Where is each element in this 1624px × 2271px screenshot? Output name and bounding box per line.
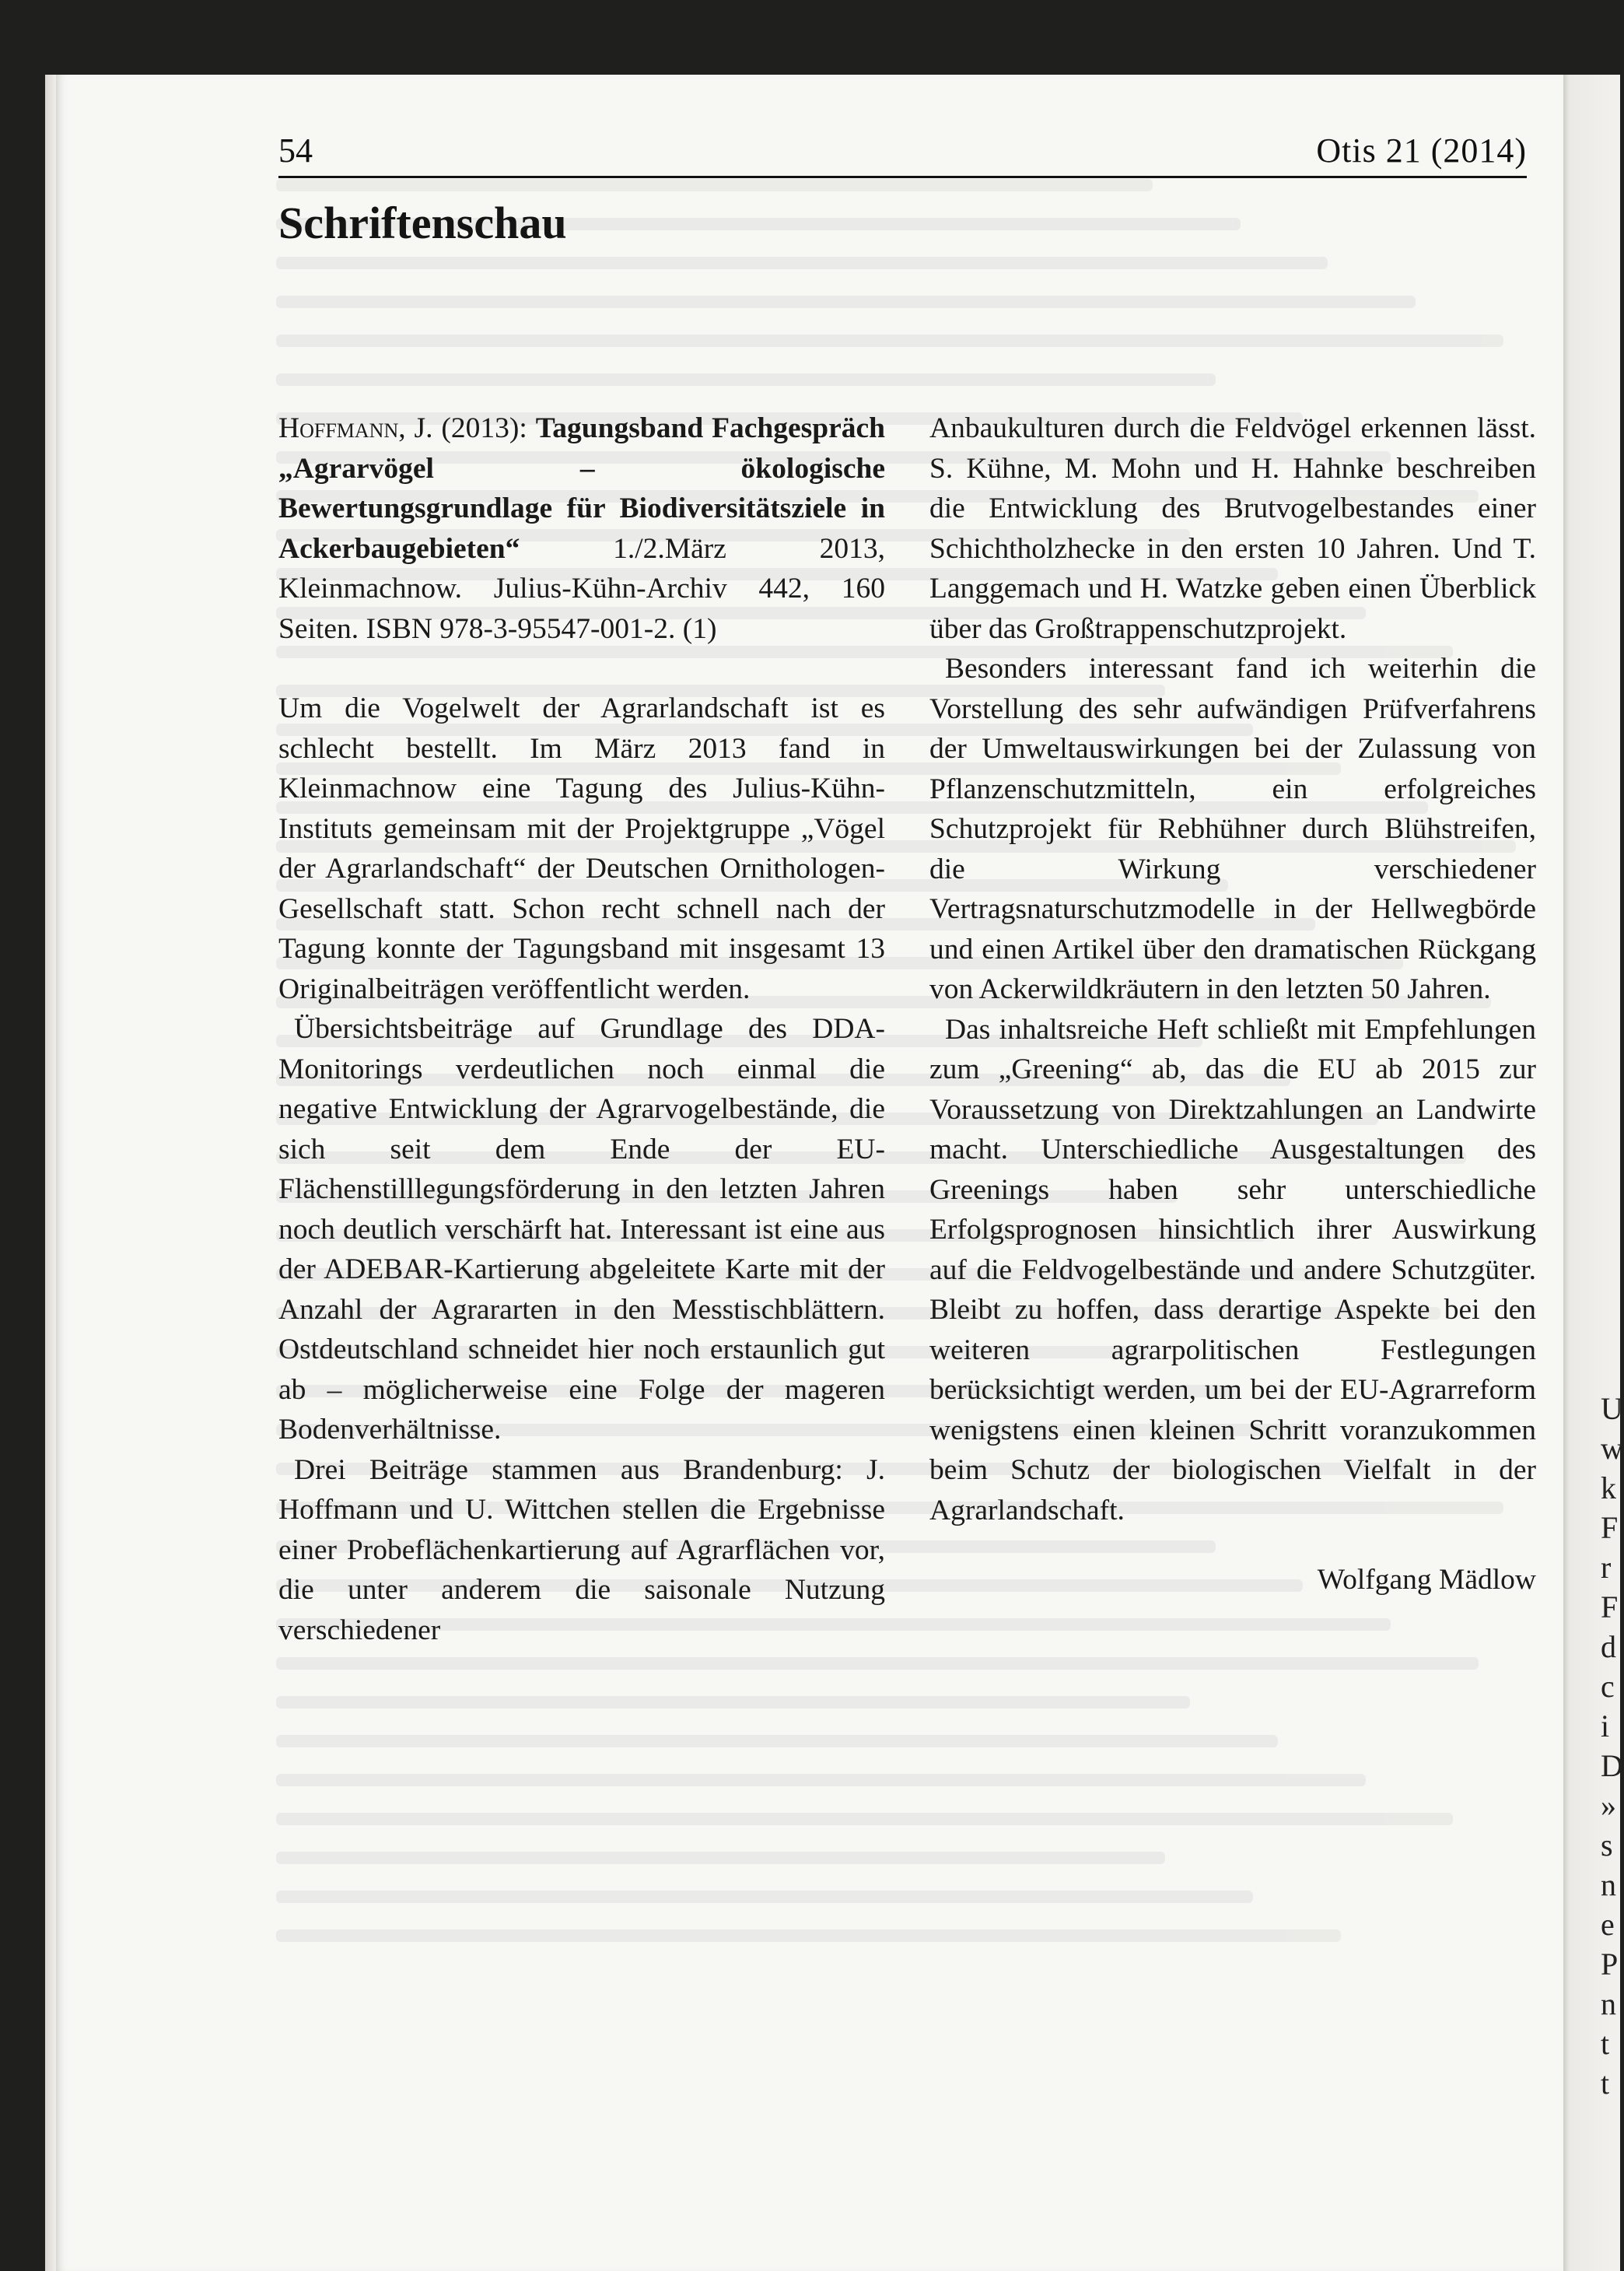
header-rule — [278, 176, 1527, 178]
citation-details: 1./2.März 2013, Kleinmachnow. Julius-Kühn-Archiv 442, 160 Seiten. ISBN 978-3-95547-001-2. (1) — [278, 532, 885, 645]
neighbor-glyph: k — [1601, 1470, 1616, 1505]
neighbor-glyph: r — [1601, 1550, 1612, 1585]
running-header — [278, 124, 1527, 180]
paragraph: Übersichtsbeiträge auf Grundlage des DDA-Monitorings verdeutlichen noch einmal die negative Entwicklung der Agrarvogelbestände, die sich seit dem Ende der EU-Flächenstilllegungsförderung in den letzten Jahren noch deutlich verschärft hat. Interessant ist eine aus der ADEBAR-Kartierung abgeleitete Karte mit der Anzahl der Agrararten in den Messtischblättern. Ostdeutschland schneidet hier noch erstaunlich gut ab – möglicherweise eine Folge der mageren Bodenverhältnisse. — [278, 1013, 885, 1446]
paragraph: Drei Beiträge stammen aus Brandenburg: J. Hoffmann und U. Wittchen stellen die Ergebnisse einer Probeflächenkartierung auf Agrarflächen vor, die unter anderem die saisonale Nutzung verschiedener — [278, 1453, 885, 1646]
paragraph: Anbaukulturen durch die Feldvögel erkennen lässt. S. Kühne, M. Mohn und H. Hahnke beschreiben die Entwicklung des Brutvogelbestandes einer Schichtholzhecke in den ersten 10 Jahren. Und T. Langgemach und H. Watzke geben einen Überblick über das Großtrappenschutzprojekt. — [929, 412, 1536, 645]
neighbor-glyph: t — [1601, 2026, 1610, 2061]
neighbor-glyph: n — [1601, 1986, 1616, 2021]
citation-author: Hoffmann — [278, 412, 399, 444]
neighbor-glyph: e — [1601, 1907, 1615, 1942]
page-number: 54 — [278, 131, 313, 170]
neighbor-glyph: U — [1601, 1391, 1623, 1426]
neighbor-glyph: F — [1601, 1589, 1619, 1624]
review-citation — [278, 408, 885, 649]
neighbor-glyph: c — [1601, 1669, 1615, 1704]
paragraph: Das inhaltsreiche Heft schließt mit Empfehlungen zum „Greening“ ab, das die EU ab 2015 zur Voraussetzung von Direktzahlungen an Landwirte macht. Unterschiedliche Ausgestaltungen des Greenings haben sehr unterschiedliche Erfolgsprognosen hinsichtlich ihrer Auswirkung auf die Feldvogelbestände und andere Schutzgüter. Bleibt zu hoffen, dass derartige Aspekte bei den weiteren agrarpolitischen Festlegungen berücksichtigt werden, um bei der EU-Agrarreform wenigstens einen kleinen Schritt voranzukommen beim Schutz der biologischen Vielfalt in der Agrarlandschaft. — [929, 1013, 1536, 1526]
neighbor-page-text — [1601, 1389, 1624, 2103]
neighbor-glyph: i — [1601, 1709, 1610, 1744]
section-title: Schriftenschau — [278, 198, 567, 248]
citation-title: Tagungsband Fachgespräch „Agrarvögel – ökologische Bewertungsgrundlage für Biodiversitätsziele in Ackerbaugebieten“ — [278, 412, 885, 565]
neighbor-glyph: n — [1601, 1867, 1616, 1902]
citation-author-rest: , J. (2013): — [398, 412, 536, 444]
neighbor-glyph: » — [1601, 1788, 1616, 1823]
neighbor-glyph: P — [1601, 1947, 1619, 1982]
right-column — [929, 408, 1536, 1600]
neighbor-glyph: s — [1601, 1828, 1613, 1863]
paragraph: Besonders interessant fand ich weiterhin die Vorstellung des sehr aufwändigen Prüfverfahrens der Umweltauswirkungen bei der Zulassung von Pflanzenschutzmitteln, ein erfolgreiches Schutzprojekt für Rebhühner durch Blühstreifen, die Wirkung verschiedener Vertragsnaturschutzmodelle in der Hellwegbörde und einen Artikel über den dramatischen Rückgang von Ackerwildkräutern in den letzten 50 Jahren. — [929, 653, 1536, 1005]
neighbor-glyph: D — [1601, 1748, 1623, 1783]
neighbor-glyph: w — [1601, 1431, 1623, 1466]
reviewer-signature: Wolfgang Mädlow — [1317, 1564, 1536, 1596]
neighbor-glyph: F — [1601, 1510, 1619, 1545]
journal-reference: Otis 21 (2014) — [1316, 131, 1527, 170]
left-column — [278, 408, 885, 1650]
neighbor-glyph: d — [1601, 1629, 1616, 1664]
neighbor-glyph: t — [1601, 2066, 1610, 2101]
paragraph: Um die Vogelwelt der Agrarlandschaft ist es schlecht bestellt. Im März 2013 fand in Kleinmachnow eine Tagung des Julius-Kühn-Instituts gemeinsam mit der Projektgruppe „Vögel der Agrarlandschaft“ der Deutschen Ornithologen-Gesellschaft statt. Schon recht schnell nach der Tagung konnte der Tagungsband mit insgesamt 13 Originalbeiträgen veröffentlicht werden. — [278, 692, 885, 1005]
